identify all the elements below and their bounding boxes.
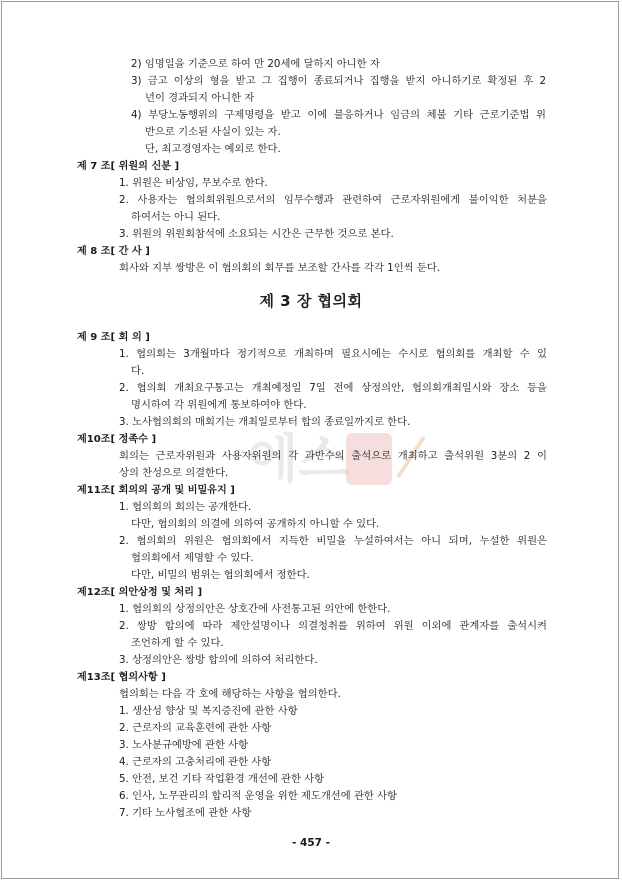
- list-item-line: 2. 협의회의 위원은 협의회에서 지득한 비밀을 누설하여서는 아니 되며, 누설한 위원은: [119, 535, 547, 547]
- list-item-line: 6. 인사, 노무관리의 합리적 운영을 위한 제도개선에 관한 사항: [119, 790, 398, 802]
- list-item-line: 1. 위원은 비상임, 무보수로 한다.: [119, 177, 268, 189]
- list-item-line: 조언하게 할 수 있다.: [131, 637, 224, 649]
- list-item-line: 5. 안전, 보건 기타 작업환경 개선에 관한 사항: [119, 773, 325, 785]
- list-item-line: 3) 금고 이상의 형을 받고 그 집행이 종료되거나 집행을 받지 아니하기로 확정된 후 2: [131, 75, 546, 87]
- list-item-line: 2. 사용자는 협의회위원으로서의 임무수행과 관련하여 근로자위원에게 불이익한 처분을: [119, 194, 547, 206]
- article-8-body: 회사와 지부 쌍방은 이 협의회의 회무를 보조할 간사를 각각 1인씩 둔다.: [119, 262, 441, 274]
- list-item-line: 반으로 기소된 사실이 있는 자.: [145, 126, 281, 138]
- list-item-line: 3. 노사분규예방에 관한 사항: [119, 739, 249, 751]
- list-item-line: 단, 최고경영자는 예외로 한다.: [145, 143, 281, 155]
- body-line: 회의는 근로자위원과 사용자위원의 각 과반수의 출석으로 개최하고 출석위원 3분의 2 이: [119, 450, 547, 462]
- list-item-line: 2. 쌍방 합의에 따라 제안설명이나 의결청취를 위하여 위원 이외에 관계자를 출석시켜: [119, 620, 547, 632]
- page-number: - 457 -: [292, 837, 330, 849]
- article-11-title: 제11조[ 회의의 공개 및 비밀유지 ]: [77, 485, 235, 496]
- article-8-title: 제 8 조[ 간 사 ]: [77, 246, 150, 257]
- article-7-title: 제 7 조[ 위원의 신분 ]: [77, 161, 180, 172]
- list-item-line: 2) 임명일을 기준으로 하여 만 20세에 달하지 아니한 자: [131, 58, 380, 70]
- list-item-line: 2. 근로자의 교육훈련에 관한 사항: [119, 722, 272, 734]
- list-item-line: 하여서는 아니 된다.: [131, 211, 221, 223]
- list-item-line: 3. 노사협의회의 매회기는 개최일로부터 합의 종료일까지로 한다.: [119, 416, 411, 428]
- list-item-line: 1. 협의회의 상정의안은 상호간에 사전통고된 의안에 한한다.: [119, 603, 391, 615]
- list-item-line: 7. 기타 노사협조에 관한 사항: [119, 807, 252, 819]
- article-12-title: 제12조[ 의안상정 및 처리 ]: [77, 587, 203, 598]
- chapter-title: 제 3 장 협의회: [259, 292, 363, 310]
- list-item-line: 다.: [131, 365, 145, 377]
- list-item-line: 1. 협의회는 3개월마다 정기적으로 개최하며 필요시에는 수시로 협의회를 개최할 수 있: [119, 348, 547, 360]
- list-item-line: 3. 위원의 위원회참석에 소요되는 시간은 근무한 것으로 본다.: [119, 228, 394, 240]
- body-line: 상의 찬성으로 의결한다.: [119, 467, 229, 479]
- article-10-title: 제10조[ 정족수 ]: [77, 434, 157, 445]
- list-item-line: 다만, 협의회의 의결에 의하여 공개하지 아니할 수 있다.: [131, 518, 380, 530]
- watermark-text: 에스: [248, 430, 349, 490]
- list-item-line: 명시하여 각 위원에게 통보하여야 한다.: [131, 399, 307, 411]
- article-13-title: 제13조[ 협의사항 ]: [77, 672, 166, 683]
- list-item-line: 4. 근로자의 고충처리에 관한 사항: [119, 756, 272, 768]
- article-9-title: 제 9 조[ 회 의 ]: [77, 332, 150, 343]
- list-item-line: 다만, 비밀의 범위는 협의회에서 정한다.: [131, 569, 310, 581]
- list-item-line: 2. 협의회 개최요구통고는 개최예정일 7일 전에 상정의안, 협의회개최일시와 장소 등을: [119, 382, 547, 394]
- list-item-line: 년이 경과되지 아니한 자: [145, 92, 255, 104]
- list-item-line: 1. 협의회의 회의는 공개한다.: [119, 501, 252, 513]
- list-item-line: 4) 부당노동행위의 구제명령을 받고 이에 불응하거나 임금의 체불 기타 근로기준법 위: [131, 109, 546, 121]
- list-item-line: 3. 상정의안은 쌍방 합의에 의하여 처리한다.: [119, 654, 318, 666]
- list-item-line: 1. 생산성 향상 및 복지증진에 관한 사항: [119, 705, 298, 717]
- article-13-intro: 협의회는 다음 각 호에 해당하는 사항을 협의한다.: [119, 688, 341, 700]
- list-item-line: 협의회에서 제명할 수 있다.: [131, 552, 254, 564]
